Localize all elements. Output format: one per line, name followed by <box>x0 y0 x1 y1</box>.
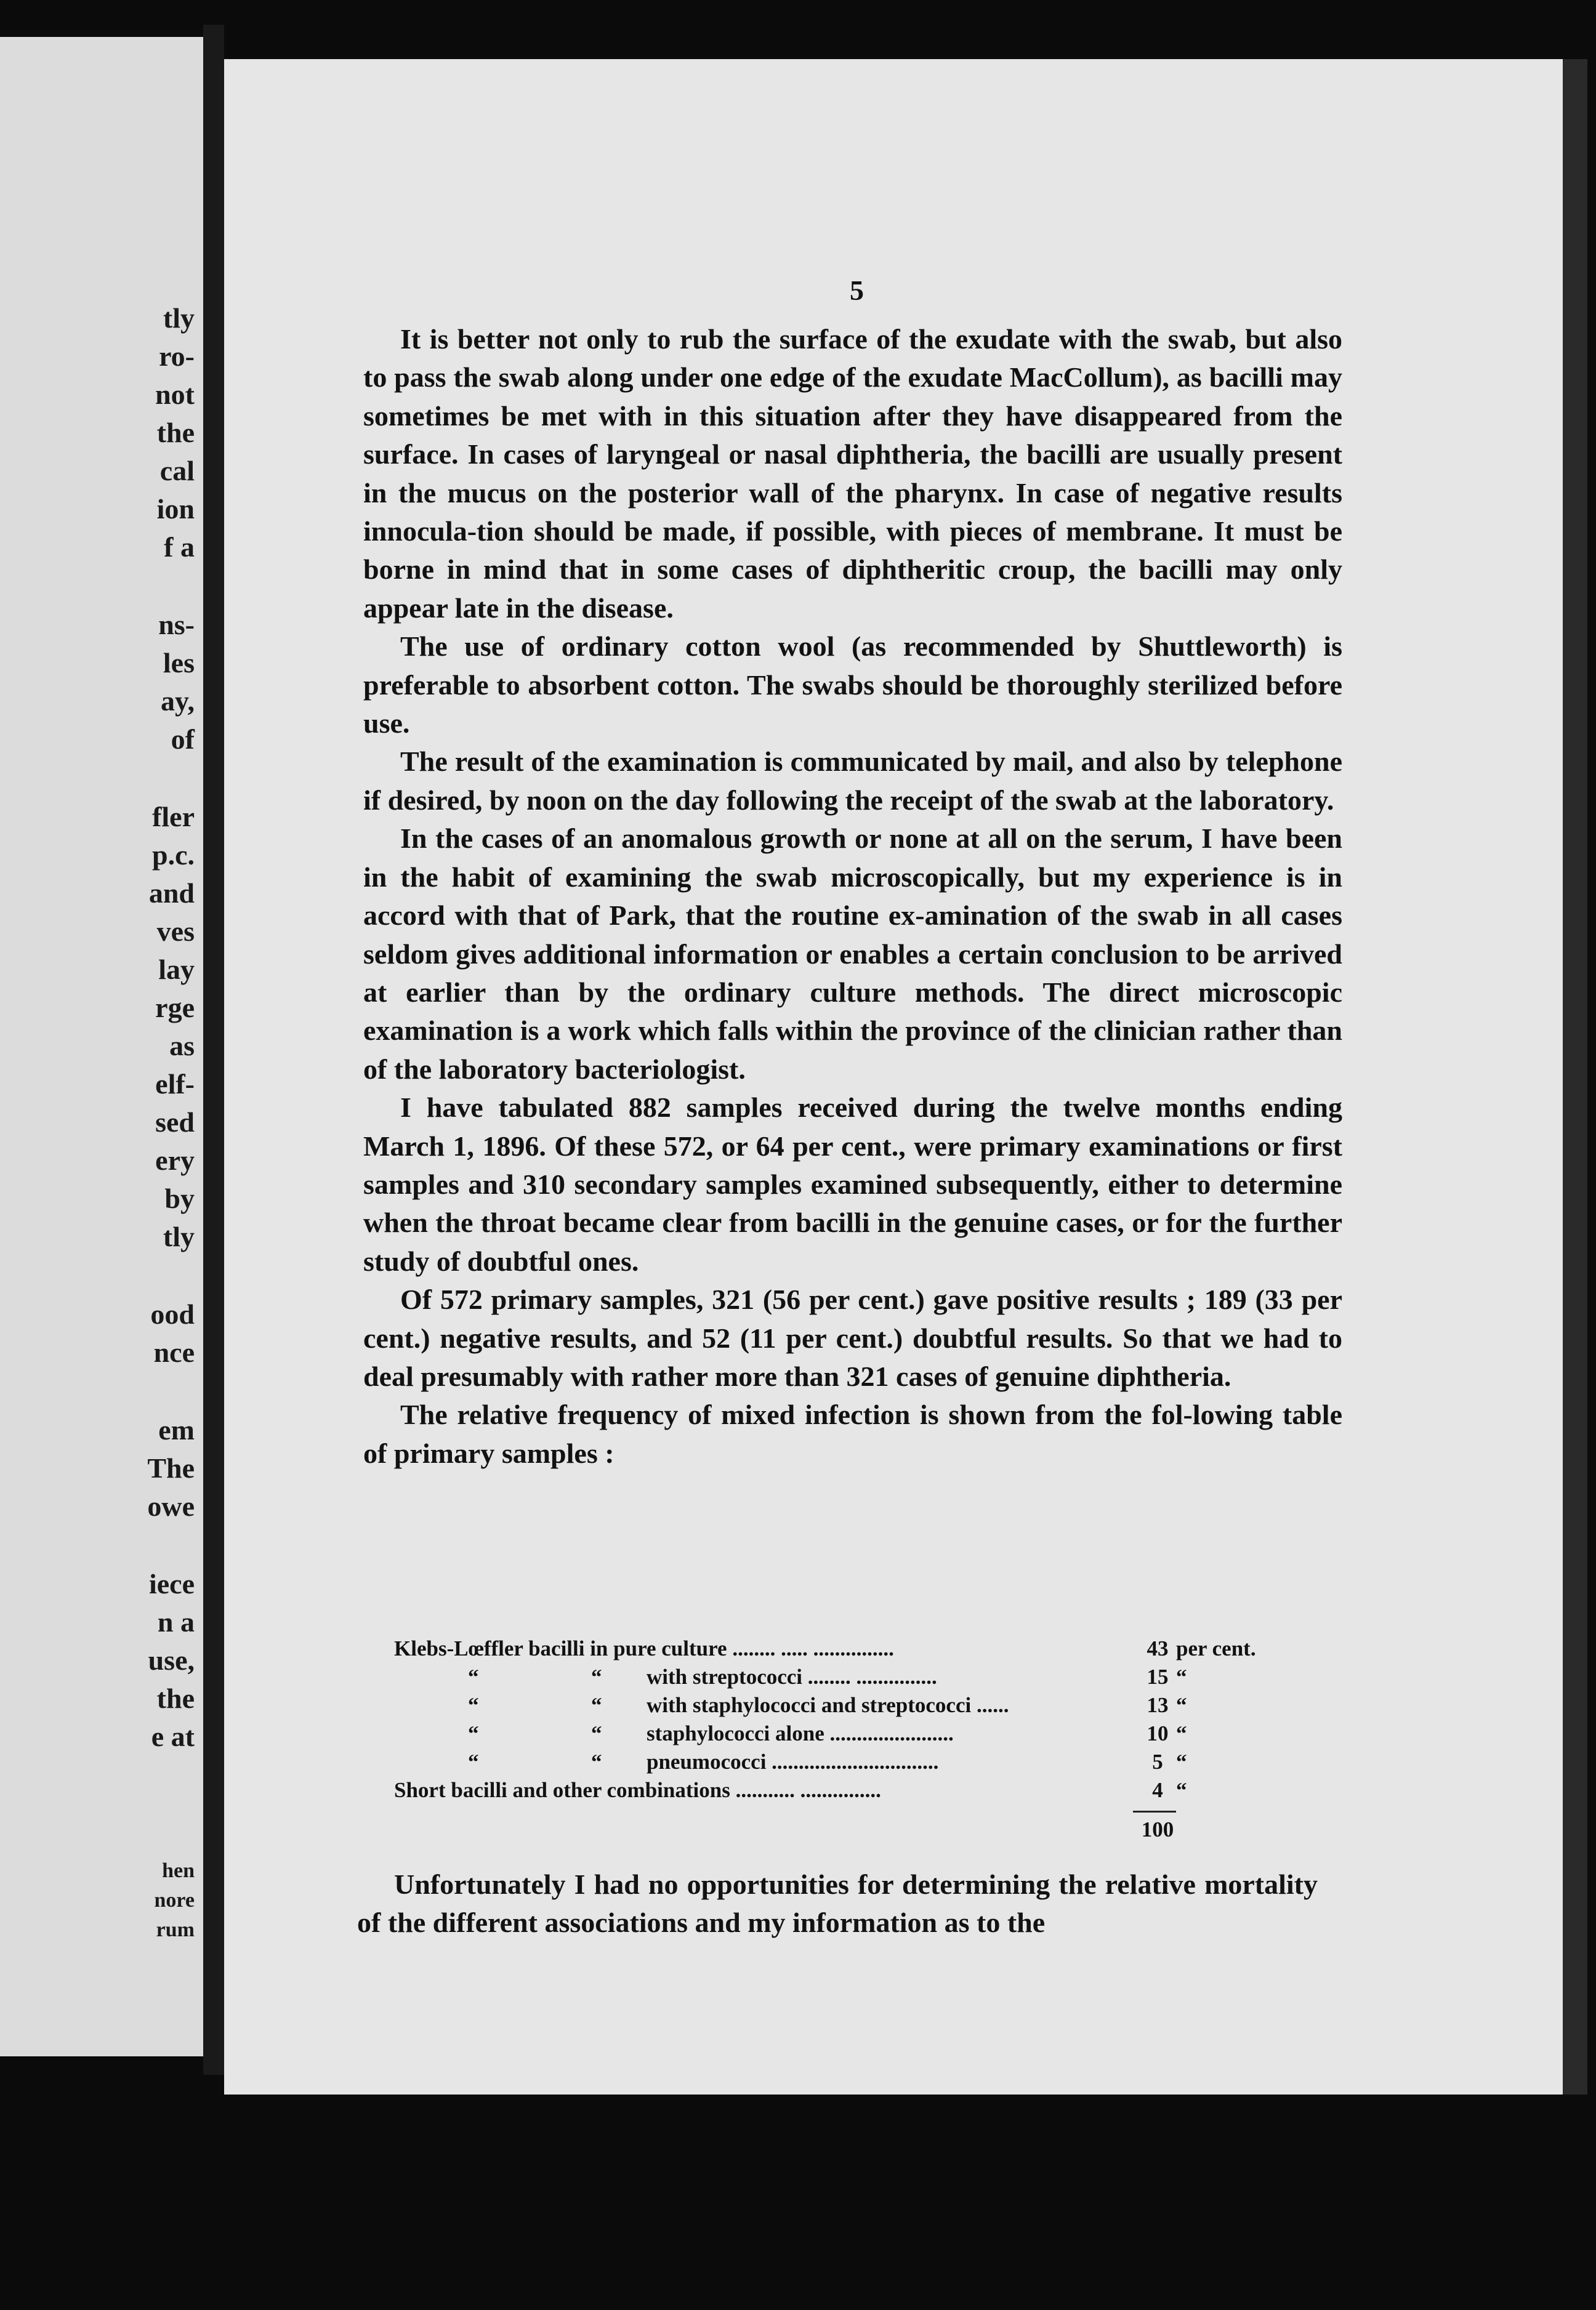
ditto-mark: “ <box>468 1665 479 1689</box>
line-fragment: as <box>169 1030 195 1061</box>
row-label: pneumococci ............................... <box>647 1750 939 1774</box>
line-fragment: e at <box>151 1721 195 1752</box>
row-unit: “ <box>1176 1693 1187 1717</box>
paragraph: It is better not only to rub the surface of the exudate with the swab, but also to pass the swab along under one edge of the exudate MacCollum), as bacilli may sometimes be met with in this situation after they have disappeared from the surface. In cases of laryngeal or nasal diphtheria, the bacilli are usually present in the mucus on the posterior wall of the pharynx. In case of negative results innocula-tion should be made, if possible, with pieces of membrane. It must be borne in mind that in some cases of diphtheritic croup, the bacilli may only appear late in the disease. <box>363 323 1342 624</box>
table-row <box>394 1663 1305 1691</box>
table-row <box>394 1776 1305 1805</box>
line-fragment: hen <box>162 1859 195 1882</box>
closing-text <box>357 1865 1318 1942</box>
paragraph: The relative frequency of mixed infection is shown from the fol-lowing table of primary samples : <box>363 1399 1342 1469</box>
row-label: Klebs-Lœffler bacilli in pure culture ........ ..... ............... <box>394 1636 894 1660</box>
row-unit: “ <box>1176 1665 1187 1689</box>
line-fragment: ood <box>150 1298 195 1330</box>
row-unit: per cent. <box>1176 1636 1256 1660</box>
line-fragment: use, <box>148 1644 195 1676</box>
line-fragment: ery <box>155 1145 195 1176</box>
paragraph: Unfortunately I had no opportunities for determining the relative mortality of the different associations and my information as to the <box>357 1869 1318 1939</box>
line-fragment: f a <box>164 531 195 563</box>
line-fragment: ro- <box>159 340 195 372</box>
row-value: 13 <box>1147 1693 1169 1717</box>
line-fragment: ay, <box>161 685 195 717</box>
row-label: with staphylococci and streptococci ...... <box>647 1693 1009 1717</box>
line-fragment: ves <box>156 916 195 947</box>
line-fragment: rge <box>155 992 195 1023</box>
line-fragment: n a <box>157 1606 195 1638</box>
table-row <box>394 1691 1305 1720</box>
book-gutter <box>203 25 224 2075</box>
line-fragment: by <box>164 1183 195 1214</box>
line-fragment: not <box>155 379 195 410</box>
table-total-row <box>394 1805 1305 1841</box>
line-fragment: the <box>156 1683 195 1714</box>
line-fragment: fler <box>152 801 195 832</box>
row-unit: “ <box>1176 1721 1187 1745</box>
paragraph: I have tabulated 882 samples received during the twelve months ending March 1, 1896. Of these 572, or 64 per cent., were primary examinations or first samples and 310 secondary samples examined subsequently, either to determine when the throat became clear from bacilli in the genuine cases, or for the further study of doubtful ones. <box>363 1092 1342 1277</box>
row-value: 10 <box>1147 1721 1169 1745</box>
line-fragment: nce <box>153 1337 195 1368</box>
line-fragment: tly <box>163 302 195 334</box>
ditto-mark: “ <box>468 1750 479 1774</box>
line-fragment: em <box>158 1414 195 1446</box>
row-value: 15 <box>1147 1665 1169 1689</box>
line-fragment: lay <box>158 954 195 985</box>
line-fragment: sed <box>155 1106 195 1138</box>
page-edge-shadow <box>1563 59 1587 2095</box>
row-unit: “ <box>1176 1750 1187 1774</box>
row-label: staphylococci alone ....................... <box>647 1721 954 1745</box>
table-row <box>394 1635 1305 1663</box>
row-unit: “ <box>1176 1778 1187 1802</box>
line-fragment: the <box>156 417 195 448</box>
line-fragment: iece <box>148 1568 195 1600</box>
line-fragment: of <box>171 723 195 755</box>
row-label: Short bacilli and other combinations ........... ............... <box>394 1778 881 1802</box>
line-fragment: p.c. <box>152 839 195 871</box>
table-row <box>394 1748 1305 1776</box>
row-value: 5 <box>1152 1750 1163 1774</box>
mixed-infection-table <box>394 1635 1305 1841</box>
ditto-mark: “ <box>591 1721 602 1745</box>
line-fragment: and <box>148 877 195 909</box>
ditto-mark: “ <box>591 1665 602 1689</box>
total-rule <box>1133 1811 1176 1813</box>
ditto-mark: “ <box>468 1721 479 1745</box>
row-label: with streptococci ........ ............... <box>647 1665 937 1689</box>
row-value: 4 <box>1152 1778 1163 1802</box>
ditto-mark: “ <box>591 1750 602 1774</box>
page-number: 5 <box>850 275 864 306</box>
line-fragment: les <box>163 647 195 678</box>
row-value: 43 <box>1147 1636 1169 1660</box>
body-text <box>363 320 1342 1473</box>
ditto-mark: “ <box>591 1693 602 1717</box>
line-fragment: rum <box>156 1918 195 1941</box>
line-fragment: tly <box>163 1221 195 1252</box>
table-row <box>394 1720 1305 1748</box>
paragraph: Of 572 primary samples, 321 (56 per cent.) gave positive results ; 189 (33 per cent.) negative results, and 52 (11 per cent.) doubtful results. So that we had to deal presumably with rather more than 321 cases of genuine diphtheria. <box>363 1284 1342 1392</box>
table-total: 100 <box>1141 1817 1174 1841</box>
line-fragment: ion <box>156 493 195 525</box>
paragraph: The use of ordinary cotton wool (as recommended by Shuttleworth) is preferable to absorbent cotton. The swabs should be thoroughly sterilized before use. <box>363 630 1342 739</box>
paragraph: The result of the examination is communicated by mail, and also by telephone if desired, by noon on the day following the receipt of the swab at the laboratory. <box>363 746 1342 816</box>
paragraph: In the cases of an anomalous growth or none at all on the serum, I have been in the habit of examining the swab microscopically, but my experience is in accord with that of Park, that the routine ex-amination of the swab in all cases seldom gives additional information or enables a certain conclusion to be arrived at earlier than by the ordinary culture methods. The direct microscopic examination is a work which falls within the province of the clinician rather than of the laboratory bacteriologist. <box>363 823 1342 1085</box>
ditto-mark: “ <box>468 1693 479 1717</box>
line-fragment: The <box>147 1452 195 1484</box>
line-fragment: ns- <box>158 609 195 640</box>
line-fragment: owe <box>147 1491 195 1522</box>
line-fragment: nore <box>154 1889 195 1912</box>
line-fragment: cal <box>159 455 195 486</box>
line-fragment: elf- <box>155 1068 195 1100</box>
left-page <box>0 37 203 2056</box>
